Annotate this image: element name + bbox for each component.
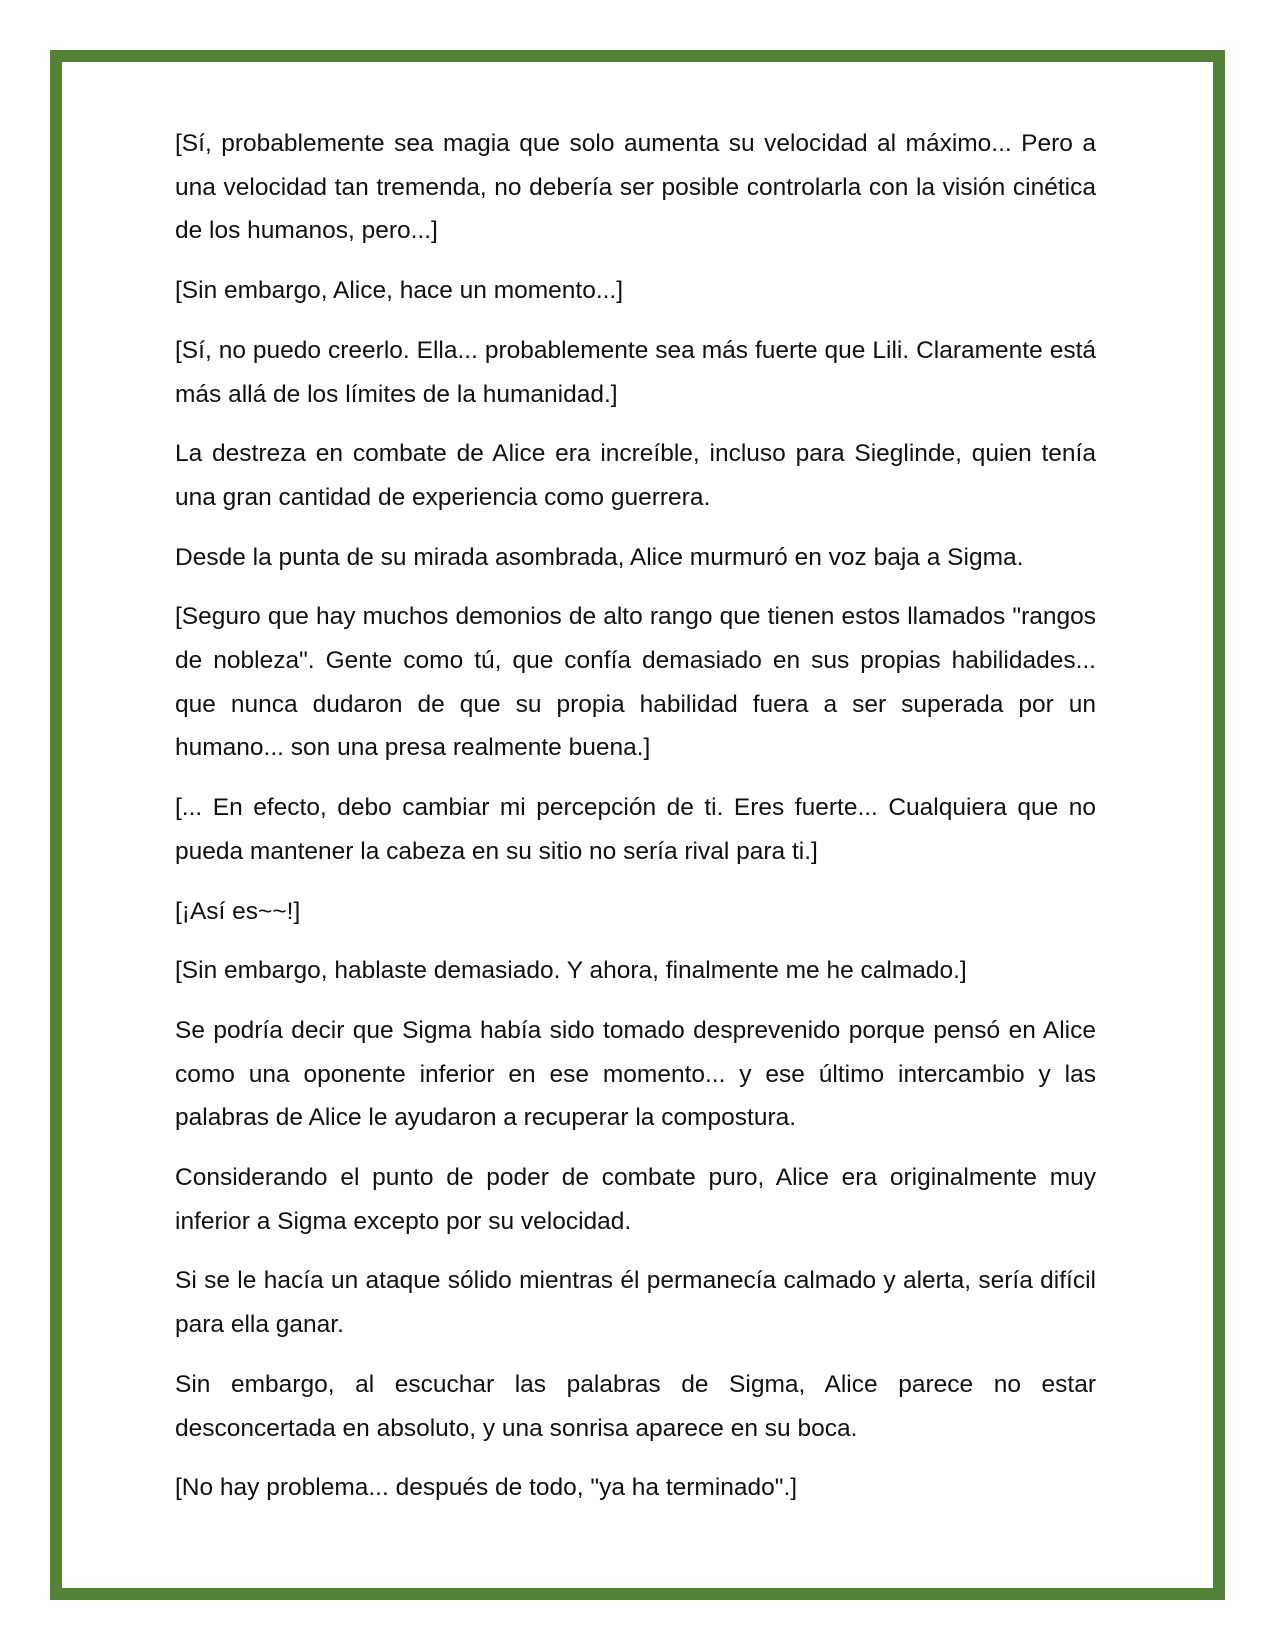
paragraph: [No hay problema... después de todo, "ya ha terminado".] xyxy=(175,1474,798,1502)
paragraph: Se podría decir que Sigma había sido tomado desprevenido porque pensó en Alice como una oponente inferior en ese momento... y ese último intercambio y las palabras de Alice le ayudaron a recuperar la compostura. xyxy=(175,1016,1096,1132)
document-body xyxy=(175,122,1096,1526)
paragraph: [Sin embargo, hablaste demasiado. Y ahora, finalmente me he calmado.] xyxy=(175,957,967,985)
paragraph: Desde la punta de su mirada asombrada, Alice murmuró en voz baja a Sigma. xyxy=(175,543,1024,571)
paragraph: Sin embargo, al escuchar las palabras de Sigma, Alice parece no estar desconcertada en absoluto, y una sonrisa aparece en su boca. xyxy=(175,1370,1096,1442)
paragraph: [Sin embargo, Alice, hace un momento...] xyxy=(175,277,624,305)
paragraph: Considerando el punto de poder de combate puro, Alice era originalmente muy inferior a Sigma excepto por su velocidad. xyxy=(175,1164,1096,1235)
paragraph: La destreza en combate de Alice era increíble, incluso para Sieglinde, quien tenía una gran cantidad de experiencia como guerrera. xyxy=(175,440,1096,511)
paragraph: Si se le hacía un ataque sólido mientras él permanecía calmado y alerta, sería difícil para ella ganar. xyxy=(175,1267,1096,1339)
paragraph: [¡Así es~~!] xyxy=(175,897,301,925)
paragraph: [Seguro que hay muchos demonios de alto rango que tienen estos llamados "rangos de nobleza". Gente como tú, que confía demasiado en sus propias habilidades... que nunca dudaron de que su propia habilidad fuera a ser superada por un humano... son una presa realmente buena.] xyxy=(175,603,1096,762)
paragraph: [... En efecto, debo cambiar mi percepción de ti. Eres fuerte... Cualquiera que no pueda mantener la cabeza en su sitio no sería rival para ti.] xyxy=(175,794,1096,865)
paragraph: [Sí, probablemente sea magia que solo aumenta su velocidad al máximo... Pero a una velocidad tan tremenda, no debería ser posible controlarla con la visión cinética de los humanos, pero...] xyxy=(175,130,1096,245)
paragraph: [Sí, no puedo creerlo. Ella... probablemente sea más fuerte que Lili. Claramente está más allá de los límites de la humanidad.] xyxy=(175,336,1096,408)
